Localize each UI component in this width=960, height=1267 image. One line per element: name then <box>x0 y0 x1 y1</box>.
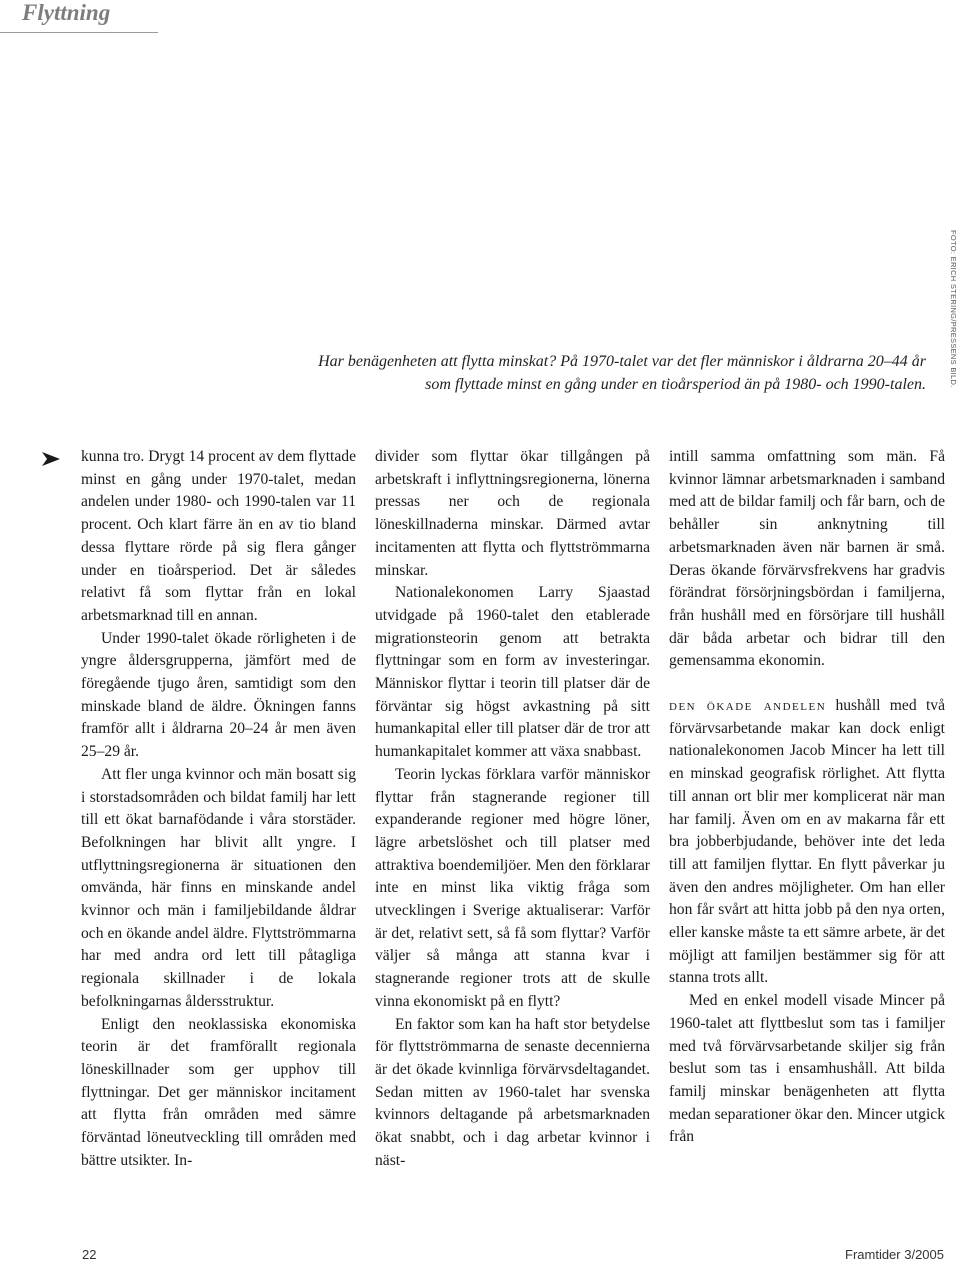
paragraph: divider som flyttar ökar tillgången på arbetskraft i inflyttningsregionerna, lönerna pressas ner och de regionala löneskillnaderna minskar. Därmed avtar incitamenten att flytta och flyttströmmarna minskar. <box>375 448 650 579</box>
arrow-right-icon <box>42 452 60 466</box>
paragraph: kunna tro. Drygt 14 procent av dem flyttade minst en gång under 1970-talet, medan andelen under 1980- och 1990-talen var 11 procent. Och klart färre än en av tio bland dessa flyttare rörde på sig flera gånger under en tioårsperiod. Det är således relativt få som flyttar från en lokal arbetsmarknad till en annan. <box>81 448 356 624</box>
section-lead-in: den ökade andelen <box>669 697 827 715</box>
paragraph: Med en enkel modell visade Mincer på 1960-talet att flyttbeslut som tas i familjer med två förvärvsarbetande skiljer sig från beslut som tas i ensamhushåll. Att bilda familj minskar benägenheten att flytta medan separationer ökar den. Mincer utgick från <box>669 992 945 1146</box>
paragraph: Enligt den neoklassiska ekonomiska teorin är det framförallt regionala löneskillnader som ger upphov till flyttningar. Det ger människor incitament att flytta från områden med sämre förväntad löneutveckling till områden med bättre utsikter. In- <box>81 1015 356 1169</box>
paragraph: intill samma omfattning som män. Få kvinnor lämnar arbetsmarknaden i samband med att de bildar familj och får barn, och de behåller sin anknytning till arbetsmarknaden även när barnen är små. Deras ökande förvärvsfrekvens har gradvis förändrat försörjningsbördan i familjerna, från hushåll med en försörjare till hushåll där båda arbetar och bidrar till den gemensamma ekonomin. <box>669 448 945 670</box>
title-divider <box>0 32 158 33</box>
paragraph: Under 1990-talet ökade rörligheten i de yngre åldersgrupperna, jämfört med de föregående tjugo åren, samtidigt som den minskade bland de äldre. Ökningen fanns framför allt i åldrarna 20–24 år men även 25–29 år. <box>81 629 356 761</box>
article-column-1 <box>81 446 356 1173</box>
paragraph: En faktor som kan ha haft stor betydelse för flyttströmmarna de senaste decennierna är det ökade kvinnliga förvärvsdeltagandet. Sedan mitten av 1960-talet har svenska kvinnors deltagande på arbetsmarknaden ökat snabbt, och i dag arbetar kvinnor i näst- <box>375 1015 650 1169</box>
paragraph-body: hushåll med två förvärvsarbetande makar kan dock enligt nationalekonomen Jacob Mincer ha lett till en minskad geografisk rörlighet. Att flytta till annan ort blir mer komplicerat när man har familj. Även om en av makarna får ett bra jobberbjudande, behöver inte det leda till att familjen flyttar. En flytt påverkar ju även den andres möjligheter. Om han eller hon får svårt att hitta jobb på den nya orten, eller kanske måste ta ett sämre arbete, är det möjligt att familjen bestämmer sig för att stanna trots allt. <box>669 697 945 987</box>
paragraph: Att fler unga kvinnor och män bosatt sig i storstadsområden och bildat familj har lett till ett ökat barnafödande i våra storstäder. Befolkningen har blivit allt yngre. I utflyttningsregionerna är situationen den omvända, här finns en minskande andel kvinnor och män i familjebildande åldrar och en ökande andel äldre. Flyttströmmarna har med andra ord lett till påtagliga regionala skillnader i de lokala befolkningarnas åldersstruktur. <box>81 765 356 1010</box>
paragraph-with-lead <box>669 695 945 990</box>
image-caption <box>220 350 926 396</box>
page-number: 22 <box>82 1247 97 1262</box>
article-column-2 <box>375 446 650 1173</box>
photo-credit: FOTO: ERICH STERING/PRESSENS BILD. <box>949 230 958 388</box>
caption-line-1: Har benägenheten att flytta minskat? På 1970-talet var det fler människor i åldrarna 20–44 år <box>318 353 926 370</box>
paragraph: Teorin lyckas förklara varför människor flyttar från stagnerande regioner till expanderande regioner med högre löner, lägre arbetslöshet och till platser med attraktiva boendemiljöer. Men den förklarar inte en minst lika viktig fråga som utvecklingen i Sverige aktualiserar: Varför är det, relativt sett, så få som flyttar? Varför väljer så många att stanna kvar i stagnerande regioner trots att de skulle vinna ekonomiskt på en flytt? <box>375 765 650 1010</box>
publication-name: Framtider 3/2005 <box>845 1247 944 1262</box>
article-column-3 <box>669 446 945 1149</box>
caption-line-2: som flyttade minst en gång under en tioårsperiod än på 1980- och 1990-talen. <box>425 376 926 393</box>
section-title: Flyttning <box>22 0 111 25</box>
paragraph: Nationalekonomen Larry Sjaastad utvidgade på 1960-talet den etablerade migrationsteorin genom att betrakta flyttningar som en form av investeringar. Människor flyttar i teorin till platser där de förväntar sig högst avkastning på sitt humankapital eller till platser där de tror att humankapitalet kommer att växa snabbast. <box>375 584 650 761</box>
